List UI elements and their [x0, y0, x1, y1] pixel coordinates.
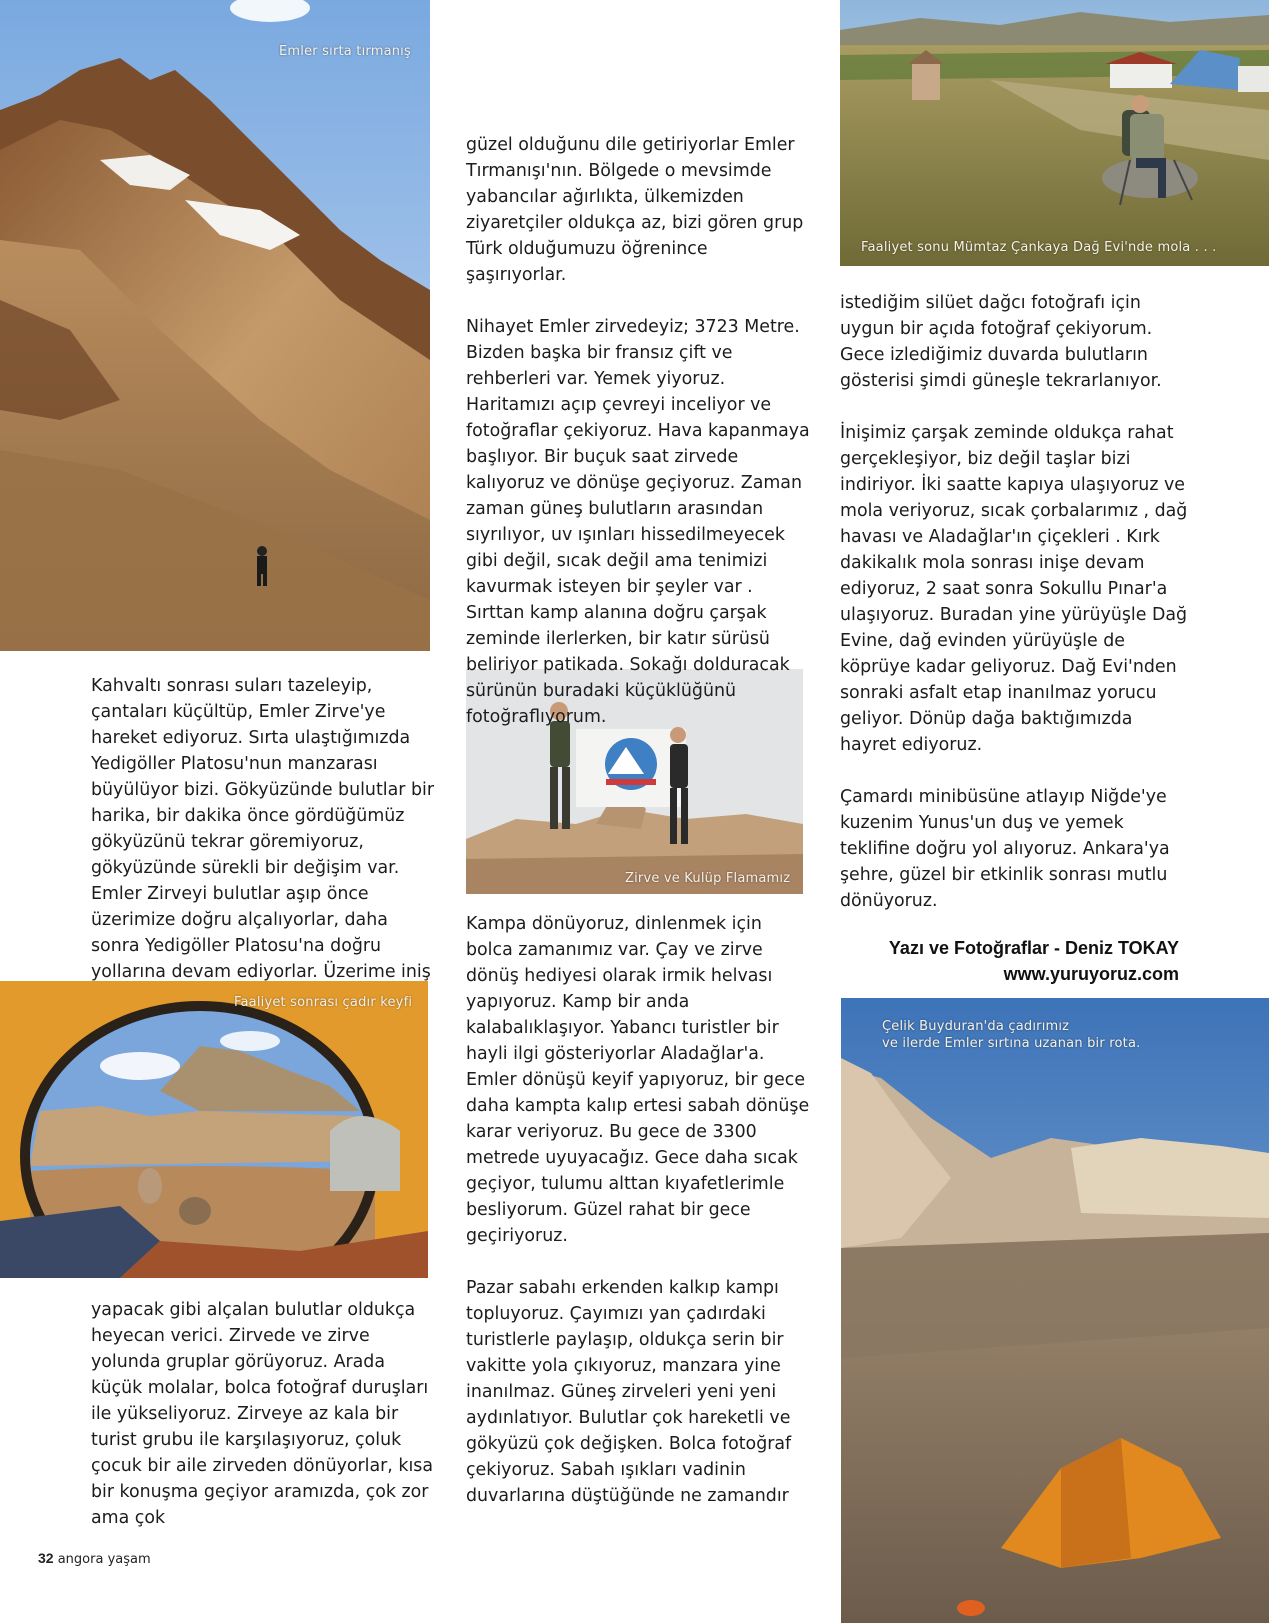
article-column-3 — [840, 290, 1190, 914]
article-paragraph: Kahvaltı sonrası suları tazeleyip, çantaları küçültüp, Emler Zirve'ye hareket ediyoruz. Sırta ulaştığımızda Yedigöller Platosu'nun manzarası büyülüyor bizi. Gökyüzünde bulutlar bir harika, bir dakika önce gördüğümüz gökyüzünü tekrar göremiyoruz, gökyüzünde sürekli bir değişim var. Emler Zirveyi bulutlar aşıp önce üzerimize doğru alçalıyorlar, daha sonra Yedigöller Platosu'na doğru yollarına devam ediyorlar. Üzerime iniş — [91, 676, 434, 982]
photo-emler-ridge — [0, 0, 430, 651]
article-paragraph: istediğim silüet dağcı fotoğrafı için uygun bir açıda fotoğraf çekiyorum. Gece izlediğimiz duvarda bulutların gösterisi şimdi güneşle tekrarlanıyor. — [840, 293, 1162, 391]
photo-caption — [882, 1018, 1140, 1052]
article-paragraph: Kampa dönüyoruz, dinlenmek için bolca zamanımız var. Çay ve zirve dönüş hediyesi olarak irmik helvası yapıyoruz. Kamp bir anda kalabalıklaşıyor. Yabancı turistler bir hayli ilgi gösteriyorlar Aladağlar'a. — [466, 914, 779, 1064]
article-paragraph: Nihayet Emler zirvedeyiz; 3723 Metre. Bizden başka bir fransız çift ve rehberleri var. Yemek yiyoruz. Haritamızı açıp çevreyi inceliyor ve fotoğraflar çekiyoruz. Hava kapanmaya başlıyor. Bir buçuk saat zirvede kalıyoruz ve dönüşe geçiyoruz. Zaman zaman güneş bulutların arasından sıyrılıyor, uv ışınları hissedilmeyecek gibi değil, sıcak değil ama tenimizi kavurmak isteyen bir şeyler var . Sırttan kamp alanına doğru çarşak zeminde ilerlerken, bir katır sürüsü beliriyor patikada. Sokağı dolduracak sürünün buradaki küçüklüğünü fotoğraflıyorum. — [466, 317, 810, 727]
article-paragraph: Pazar sabahı erkenden kalkıp kampı topluyoruz. Çayımızı yan çadırdaki turistlerle paylaşıp, oldukça serin bir vakitte yola çıkıyoruz, manzara yine inanılmaz. Güneş zirveleri yeni yeni aydınlatıyor. Bulutlar çok hareketli ve gökyüzü çok değişken. Bolca fotoğraf çekiyoruz. Sabah ışıkları vadinin duvarlarına düştüğünde ne zamandır — [466, 1278, 792, 1506]
author-credit-name: Yazı ve Fotoğraflar - Deniz TOKAY — [888, 938, 1179, 958]
author-credit — [889, 935, 1179, 987]
article-column-1-bottom — [91, 1297, 439, 1531]
article-column-2-bottom — [466, 911, 811, 1509]
photo-caption-line: Çelik Buyduran'da çadırımız — [882, 1019, 1070, 1034]
photo-tent-view — [0, 981, 428, 1278]
photo-caption-line: ve ilerde Emler sırtına uzanan bir rota. — [882, 1036, 1141, 1051]
article-paragraph: Emler dönüşü keyif yapıyoruz, bir gece daha kampta kalıp ertesi sabah dönüşe karar veriyoruz. Bu gece de 3300 metrede uyuyacağız. Gece daha sıcak geçiyor, tulumu alttan kıyafetlerimle besliyorum. Güzel rahat bir gece geçiriyoruz. — [466, 1070, 810, 1246]
article-paragraph: yapacak gibi alçalan bulutlar oldukça heyecan verici. Zirvede ve zirve yolunda gruplar görüyoruz. Arada küçük molalar, bolca fotoğraf duruşları ile yükseliyoruz. Zirveye az kala bir turist grubu ile karşılaşıyoruz, çoluk çocuk bir aile zirveden dönüyorlar, kısa bir konuşma geçiyor aramızda, çok zor ama çok — [91, 1300, 433, 1528]
page-number: 32 — [38, 1550, 54, 1566]
article-column-1-top — [91, 673, 439, 985]
article-paragraph: güzel olduğunu dile getiriyorlar Emler Tırmanışı'nın. Bölgede o mevsimde yabancılar ağırlıkta, ülkemizden ziyaretçiler oldukça az, bizi gören grup Türk olduğumuzu öğrenince şaşırıyorlar. — [466, 135, 804, 285]
page-folio — [38, 1550, 151, 1567]
photo-celik-buyduran — [841, 998, 1269, 1623]
photo-caption: Faaliyet sonu Mümtaz Çankaya Dağ Evi'nde mola . . . — [861, 240, 1217, 255]
magazine-name: angora yaşam — [57, 1552, 151, 1567]
article-column-2-top — [466, 132, 811, 730]
photo-mountain-house — [840, 0, 1269, 266]
photo-caption: Emler sırta tırmanış — [279, 44, 411, 59]
photo-caption: Faaliyet sonrası çadır keyfi — [234, 995, 413, 1010]
photo-caption: Zirve ve Kulüp Flamamız — [625, 871, 791, 886]
article-paragraph: İnişimiz çarşak zeminde oldukça rahat gerçekleşiyor, biz değil taşlar bizi indiriyor. İki saatte kapıya ulaşıyoruz ve mola veriyoruz, sıcak çorbalarımız , dağ havası ve Aladağlar'ın çiçekleri . Kırk dakikalık mola sonrası inişe devam ediyoruz, 2 saat sonra Sokullu Pınar'a ulaşıyoruz. Buradan yine yürüyüşle Dağ Evine, dağ evinden yürüyüşle de köprüye kadar geliyoruz. Dağ Evi'nden sonraki asfalt etap inanılmaz yorucu geliyor. Dönüp dağa baktığımızda hayret ediyoruz. — [840, 423, 1188, 755]
article-paragraph: Çamardı minibüsüne atlayıp Niğde'ye kuzenim Yunus'un duş ve yemek teklifine doğru yol alıyoruz. Ankara'ya şehre, güzel bir etkinlik sonrası mutlu dönüyoruz. — [840, 787, 1170, 911]
author-credit-website[interactable]: www.yuruyoruz.com — [1003, 964, 1179, 984]
